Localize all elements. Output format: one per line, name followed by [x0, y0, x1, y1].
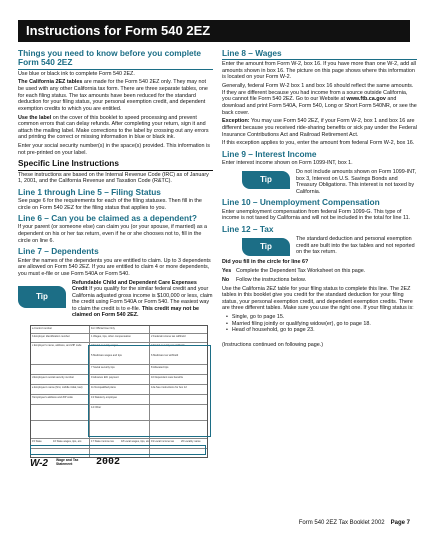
heading-line6: Line 6 – Can you be claimed as a dependent? — [18, 213, 197, 224]
para-general-end: and download and print Form 540A, Form 540, Long or Short Form 540NR, or see the back cover. — [222, 96, 417, 116]
w2-label: 18 Local wages, tips, etc. — [121, 440, 151, 443]
w2-subtitle — [56, 459, 78, 466]
para-label — [18, 115, 213, 141]
divider — [18, 69, 213, 70]
para-ink: Use blue or black ink to complete Form 540 2EZ. — [18, 70, 135, 77]
w2-label: 2 Federal income tax withheld — [151, 335, 186, 338]
para-exception — [222, 118, 417, 138]
list-item: • Married filing jointly or qualifying widow(er), go to page 18. — [226, 321, 417, 328]
heading-line1: Line 1 through Line 5 – Filing Status — [18, 186, 161, 197]
tip-body: If you qualify for the similar federal credit and your California adjusted gross income is $100,000 or less, claim the credit using Form 540A or Form 540. The easiest way to claim the credit is to e-file. — [72, 286, 213, 312]
answer-yes — [222, 268, 417, 275]
tip-badge: Tip — [242, 171, 290, 189]
divider — [222, 59, 417, 60]
w2-subtitle-2: Statement — [56, 461, 73, 466]
footer-booklet: Form 540 2EZ Tax Booklet 2002 — [298, 520, 385, 526]
para-line1: See page 6 for the requirements for each of the filing statuses. Then fill in the circle on Form 540 2EZ for the filing status that applies to you. — [18, 198, 202, 211]
tip-text: Do not include amounts shown on Form 1099-INT, box 3, Interest on U.S. Savings Bonds and Treasury Obligations. This interest is not taxed by California. — [296, 169, 417, 195]
answer-no-text: Follow the instructions below. — [236, 276, 307, 283]
footer-page-number: Page 7 — [390, 520, 410, 526]
tip-interest — [222, 169, 417, 195]
heading-line10: Line 10 – Unemployment Compensation — [222, 197, 380, 208]
w2-row-line — [31, 333, 207, 334]
para-table: Use the California 2EZ table for your filing status to complete this line. The 2EZ tables in this booklet give you credit for the standard deduction for your filing status, your personal exemption credit, and dependent exemption credits. There are three different tables. Make sure you use the right one. If your filing status is: — [222, 285, 414, 312]
w2-label: For Official Use Only — [91, 327, 115, 330]
w2-row-line — [31, 342, 207, 343]
w2-label: 1 Wages, tips, other compensation — [91, 335, 131, 338]
w2-label: 9 Advance EIC payment — [91, 376, 119, 379]
para-line6: If your parent (or someone else) can claim you (or your spouse, if married) as a dependent on his or her tax return, even if he or she chooses not to, fill in the circle on line 6. — [18, 224, 208, 244]
page-title: Instructions for Form 540 2EZ — [26, 23, 211, 38]
heading-specific: Specific Line Instructions — [18, 158, 119, 169]
w2-label: 7 Social security tips — [91, 366, 115, 369]
w2-label: f Employee's address and ZIP code — [32, 396, 73, 399]
w2-label: 6 Medicare tax withheld — [151, 354, 179, 357]
para-exception-text: You may use Form 540 2EZ, if your Form W-2, box 1 and box 16 are different because you received ride-sharing benefits or sick pay under the Federal Insurance Contributions Act and Railroad Retirement Act. — [222, 118, 417, 138]
w2-label: 8 Allocated tips — [151, 366, 169, 369]
tip-badge: Tip — [18, 286, 66, 308]
heading-line7: Line 7 – Dependents — [18, 246, 99, 257]
tip-text — [72, 280, 213, 320]
heading-things-to-know: Things you need to know before you complete Form 540 2EZ — [18, 48, 202, 68]
w2-label: a Control number — [32, 327, 53, 330]
w2-label: 12a See instructions for box 12 — [151, 386, 187, 389]
divider — [18, 170, 213, 171]
para-adjust: If this exception applies to you, enter the amount from federal Form W-2, box 16. — [222, 140, 415, 147]
para-line9: Enter interest income shown on Form 1099-INT, box 1. — [222, 160, 353, 167]
w2-title: W-2 — [30, 458, 48, 469]
answer-yes-label: Yes — [222, 267, 232, 274]
w2-label: 17 State income tax — [91, 440, 114, 443]
answer-no-label: No — [222, 276, 230, 283]
tip-badge: Tip — [242, 238, 290, 256]
para-line7: Enter the names of the dependents you are entitled to claim. Up to 3 dependents are allowed on Form 540 2EZ. If you are entitled to claim 4 or more dependents, you must e-file or use Form 540A or Form 540. — [18, 257, 211, 277]
tip-text: The standard deduction and personal exemption credit are built into the tax tables and not reported on the tax return. — [296, 236, 415, 256]
ftb-website-link[interactable]: www.ftb.ca.gov — [346, 96, 386, 103]
question-circle: Did you fill in the circle for line 6? — [222, 259, 309, 266]
w2-subtitle-1: Wage and Tax — [56, 458, 79, 462]
tip-tax — [222, 236, 417, 256]
w2-row-line — [31, 438, 207, 439]
continued-note: (Instructions continued on following page.) — [222, 341, 323, 348]
tip-title: Refundable Child and Dependent Care Expenses Credit — [72, 279, 197, 293]
heading-line9: Line 9 – Interest Income — [222, 148, 317, 159]
w2-label: 20 Locality name — [181, 440, 201, 443]
para-label-text: on the cover of this booklet to speed processing and prevent common errors that can delay refunds. After completing your return, sign it and attach the mailing label. Make corrections to the label by crossing out any errors and printing the correct or missing information in blue or black ink. — [18, 114, 209, 141]
w2-label: 3 Social security wages — [91, 344, 119, 347]
w2-label: 19 Local income tax — [151, 440, 175, 443]
para-line10: Enter unemployment compensation from federal Form 1099-G. This type of income is not taxed by California and will not be included in the total for line 11. — [222, 208, 411, 222]
highlight-box — [88, 345, 211, 437]
para-tables-text: are made for the Form 540 2EZ only. They may not be used with any other California tax form. There are three separate tables, one for each filing status. The tax amounts have been reduced for the standard deduction for your filing status, your personal exemption credit, and dependent exemption credits to which you are entitled. — [18, 79, 208, 112]
w2-year: 2002 — [96, 457, 121, 468]
left-column — [18, 46, 213, 322]
para-tables-bold: The California 2EZ tables — [18, 79, 83, 86]
w2-label: d Employee's social security number — [32, 376, 75, 379]
para-label-bold: Use the label — [18, 114, 52, 121]
para-general — [222, 83, 417, 116]
w2-label: b Employer identification number — [32, 335, 70, 338]
w2-label: 15 State — [32, 440, 42, 443]
heading-line12: Line 12 – Tax — [222, 223, 274, 234]
para-specific: These instructions are based on the Internal Revenue Code (IRC) as of January 1, 2001, and the California Revenue and Taxation Code (R&TC). — [18, 171, 209, 185]
para-line8: Enter the amount from Form W-2, box 16. If you have more than one W-2, add all amounts shown in box 16. The picture on this page shows where this information is located on your Form W-2. — [222, 61, 416, 81]
page-footer — [299, 520, 410, 527]
w2-label: 10 Dependent care benefits — [151, 376, 183, 379]
para-general-text: Generally, federal Form W-2 box 1 and box 16 should reflect the same amounts. If they are different because you had income from a source outside California, you cannot file Form 540 2EZ. Go to our Website at — [222, 83, 414, 103]
w2-label: 4 Social security tax withheld — [151, 344, 185, 347]
w2-label: 16 State wages, tips, etc. — [53, 440, 82, 443]
list-item: • Head of household, go to page 23. — [226, 327, 417, 334]
w2-label: c Employer's name, address, and ZIP code — [32, 344, 82, 347]
tip-bold-end: This credit may not be claimed on Form 540 2EZ. — [72, 305, 200, 319]
para-exception-bold: Exception: — [222, 118, 250, 125]
right-column — [222, 46, 417, 351]
tip-dependent-care — [18, 280, 213, 320]
filing-status-list — [226, 314, 417, 334]
highlight-box-16 — [30, 445, 206, 455]
w2-label: e Employee's name (first, middle initial, last) — [32, 386, 83, 389]
w2-label: 14 Other — [91, 406, 102, 409]
list-item: • Single, go to page 15. — [226, 314, 417, 321]
heading-line8: Line 8 – Wages — [222, 48, 282, 58]
answer-yes-text: Complete the Dependent Tax Worksheet on this page. — [236, 267, 366, 274]
w2-label: 11 Nonqualified plans — [91, 386, 116, 389]
answer-no — [222, 277, 417, 284]
w2-label: 5 Medicare wages and tips — [91, 354, 122, 357]
header-banner — [18, 20, 410, 42]
w2-label: 13 Statutory employee — [91, 396, 117, 399]
para-tables — [18, 79, 213, 112]
para-ssn: Enter your social security number(s) in the space(s) provided. This information is not pre-printed on your label. — [18, 143, 210, 156]
